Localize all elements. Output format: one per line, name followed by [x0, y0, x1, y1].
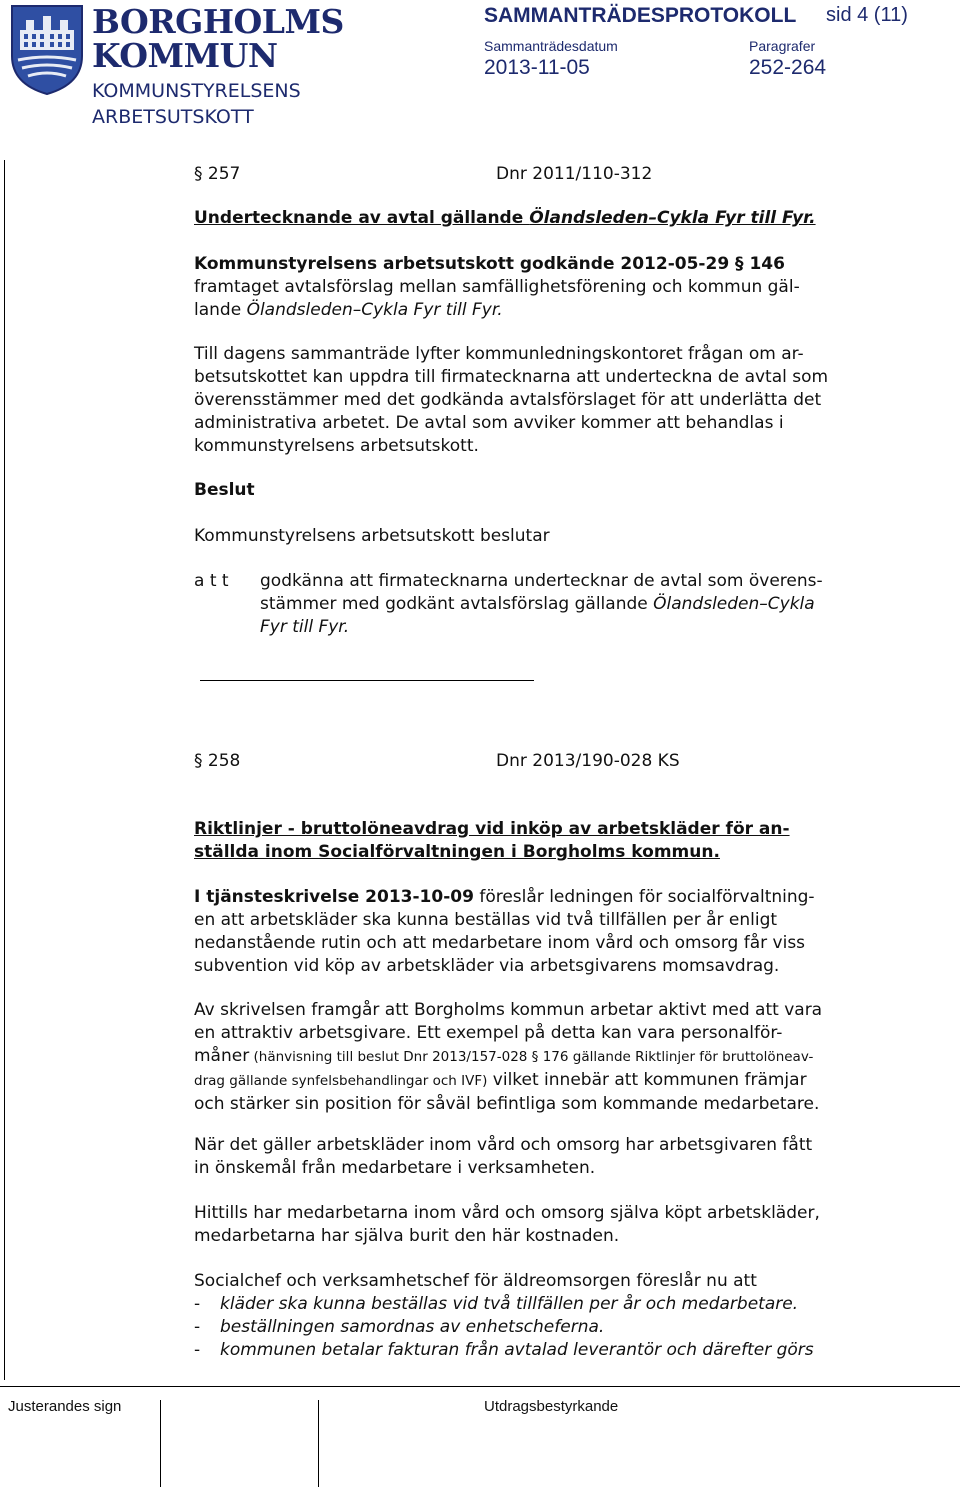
para2-line: kommunstyrelsens arbetsutskott. — [194, 436, 479, 456]
paragraph-sign: § — [194, 164, 203, 184]
p1-line: nedanstående rutin och att medarbetare inom vård och omsorg får viss — [194, 933, 806, 953]
p1-line: en att arbetskläder ska kunna beställas vid två tillfällen per år enligt — [194, 910, 778, 930]
list-item: - kläder ska kunna beställas vid två tillfällen per år och medarbetare. — [194, 1294, 799, 1314]
section-257-dnr: Dnr 2011/110-312 — [496, 164, 653, 184]
list-item: - kommunen betalar fakturan från avtalad leverantör och därefter görs — [194, 1340, 814, 1360]
paragraphs-value: 252-264 — [749, 56, 827, 79]
footer-top-line — [0, 1386, 960, 1387]
date-value: 2013-11-05 — [484, 56, 590, 79]
section-258-paragraph-2 — [194, 999, 914, 1116]
p1-line: subvention vid köp av arbetskläder via arbetsgivarens momsavdrag. — [194, 956, 780, 976]
section-258-title — [194, 818, 914, 864]
paragraph-sign: § — [194, 751, 203, 771]
p4-line: medarbetarna har själva burit den här kostnaden. — [194, 1226, 620, 1246]
att-label: a t t — [194, 571, 229, 591]
decision-heading: Beslut — [194, 480, 255, 500]
logo-text-line1: BORGHOLMS — [92, 2, 344, 41]
p2-line: Av skrivelsen framgår att Borgholms kommun arbetar aktivt med att vara — [194, 1000, 823, 1020]
section-258-dnr: Dnr 2013/190-028 KS — [496, 751, 680, 771]
section-number: 257 — [207, 164, 241, 184]
section-number: 258 — [207, 751, 241, 771]
section-258-paragraph-5 — [194, 1270, 914, 1362]
p4-line: Hittills har medarbetarna inom vård och omsorg själva köpt arbetskläder, — [194, 1203, 820, 1223]
title-italic-text: Ölandsleden–Cykla Fyr till Fyr. — [529, 208, 816, 228]
decision-intro: Kommunstyrelsens arbetsutskott beslutar — [194, 526, 550, 546]
footer-sign-box-divider — [160, 1400, 161, 1487]
municipality-crest-icon — [10, 4, 84, 96]
org-name-line2: ARBETSUTSKOTT — [92, 106, 254, 128]
section-divider — [200, 680, 534, 681]
section-257-paragraph-2 — [194, 343, 914, 458]
section-257-paragraph-1 — [194, 253, 914, 322]
paragraphs-label: Paragrafer — [749, 38, 816, 54]
protocol-title: SAMMANTRÄDESPROTOKOLL — [484, 4, 797, 27]
para2-line: administrativa arbetet. De avtal som avviker kommer att behandlas i — [194, 413, 784, 433]
para2-line: överensstämmer med det godkända avtalsförslaget för att underlätta det — [194, 390, 822, 410]
footer-extract-label: Utdragsbestyrkande — [484, 1398, 619, 1415]
section-258-paragraph-4 — [194, 1202, 914, 1248]
p2-line: måner (hänvisning till beslut Dnr 2013/157-028 § 176 gällande Riktlinjer för bruttolöneav- — [194, 1046, 814, 1066]
section-257-title — [194, 207, 914, 230]
att-text — [260, 570, 920, 639]
p2-line: och stärker sin position för såväl befintliga som kommande medarbetare. — [194, 1094, 820, 1114]
title-line1: Riktlinjer - bruttolöneavdrag vid inköp av arbetskläder för an- — [194, 819, 790, 839]
p2-line: en attraktiv arbetsgivare. Ett exempel på detta kan vara personalför- — [194, 1023, 783, 1043]
para2-line: betsutskottet kan uppdra till firmatecknarna att underteckna de avtal som — [194, 367, 829, 387]
para2-line: Till dagens sammanträde lyfter kommunledningskontoret frågan om ar- — [194, 344, 804, 364]
para1-line1: Kommunstyrelsens arbetsutskott godkände 2012-05-29 § 146 — [194, 254, 785, 274]
section-258-paragraph-3 — [194, 1134, 914, 1180]
logo-text-line2: KOMMUN — [92, 36, 278, 75]
list-item: - beställningen samordnas av enhetscheferna. — [194, 1317, 605, 1337]
page-number: sid 4 (11) — [826, 4, 908, 26]
left-margin-line — [4, 160, 5, 1380]
p3-line: När det gäller arbetskläder inom vård och omsorg har arbetsgivaren fått — [194, 1135, 813, 1155]
para1-line3: lande Ölandsleden–Cykla Fyr till Fyr. — [194, 300, 503, 320]
title-line2: ställda inom Socialförvaltningen i Borgholms kommun. — [194, 842, 720, 862]
footer-sign-box-divider — [318, 1400, 319, 1487]
p1-line1: I tjänsteskrivelse 2013-10-09 föreslår ledningen för socialförvaltning- — [194, 887, 815, 907]
para1-line2: framtaget avtalsförslag mellan samfällighetsförening och kommun gäl- — [194, 277, 800, 297]
org-name-line1: KOMMUNSTYRELSENS — [92, 80, 301, 102]
att-line2: stämmer med godkänt avtalsförslag gällande Ölandsleden–Cykla — [260, 594, 815, 614]
att-line3: Fyr till Fyr. — [260, 617, 350, 637]
att-line1: godkänna att firmatecknarna undertecknar de avtal som överens- — [260, 571, 823, 591]
footer-sign-label: Justerandes sign — [8, 1398, 122, 1415]
p5-intro: Socialchef och verksamhetschef för äldreomsorgen föreslår nu att — [194, 1271, 757, 1291]
title-text: Undertecknande av avtal gällande — [194, 208, 530, 228]
p2-line: drag gällande synfelsbehandlingar och IVF) vilket innebär att kommunen främjar — [194, 1070, 807, 1090]
date-label: Sammanträdesdatum — [484, 38, 618, 54]
section-258-paragraph-1 — [194, 886, 914, 978]
p3-line: in önskemål från medarbetare i verksamheten. — [194, 1158, 596, 1178]
